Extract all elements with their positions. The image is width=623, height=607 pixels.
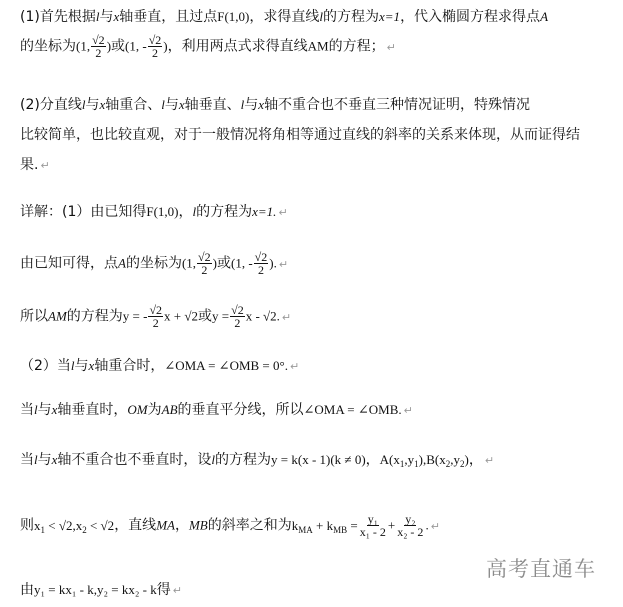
math-x: x (113, 9, 120, 24)
text: 与 (74, 358, 89, 374)
text: 轴垂直，且过点 (119, 9, 218, 25)
solution-line2 (20, 251, 288, 276)
math-ma: MA (156, 517, 175, 533)
math: ,y (450, 452, 460, 467)
return-mark-icon: ↵ (278, 257, 289, 271)
math-equation: x=1. (252, 204, 277, 219)
math-point-a: A (118, 255, 126, 271)
numerator: √2 (148, 33, 162, 47)
solution-line1 (20, 203, 288, 222)
solution-line6 (20, 451, 494, 473)
text: 详解：(1）由已知得 (20, 204, 147, 220)
math: ,y (404, 452, 415, 467)
math: + k (312, 517, 334, 533)
text: ，求得直线 (249, 9, 320, 25)
solution-line8 (20, 581, 182, 600)
text: 轴重合时， (94, 358, 165, 374)
denominator: 2 (152, 46, 158, 60)
text: ， (178, 204, 193, 220)
math-l: l (95, 9, 100, 24)
text: ，直线 (114, 517, 157, 534)
text: 与 (244, 97, 259, 113)
text: 的方程为 (66, 308, 123, 325)
text: 为 (147, 402, 162, 418)
math-x: x (99, 97, 106, 112)
math: x - √2. (245, 308, 280, 324)
solution-line7 (20, 513, 440, 539)
math-point-f: F(1,0) (217, 9, 250, 24)
numerator: √2 (149, 303, 163, 317)
numerator: √2 (254, 250, 268, 264)
subscript: 2 (445, 459, 451, 469)
math: (1, (76, 38, 91, 54)
return-mark-icon: ↵ (281, 310, 292, 324)
text: 或 (198, 308, 213, 325)
denominator: 2 (257, 263, 264, 277)
fraction (148, 34, 163, 59)
text: 的方程为 (215, 452, 272, 468)
text: (1)首先根据 (20, 9, 96, 25)
math-am: AM (307, 38, 329, 54)
subscript: 1 (414, 459, 419, 469)
math: k (291, 517, 299, 533)
math: ). (269, 255, 277, 271)
math-om: OM (127, 402, 148, 417)
math-ab: AB (161, 402, 178, 417)
fraction (359, 513, 387, 538)
text: 与 (85, 97, 100, 113)
math: x (34, 517, 41, 533)
subscript: 1 (40, 524, 45, 535)
math-mb: MB (188, 517, 208, 533)
math-inequality (34, 518, 114, 533)
math-x: x (51, 452, 58, 467)
text: 的垂直平分线，所以 (177, 402, 304, 418)
text: ，利用两点式求得直线 (167, 38, 308, 55)
math: (1, - (230, 255, 253, 271)
math: ) (464, 452, 469, 467)
math-l: l (70, 358, 75, 373)
math: ) (212, 255, 217, 271)
return-mark-icon: ↵ (40, 159, 50, 172)
return-mark-icon: ↵ (484, 454, 495, 467)
math: . (425, 517, 429, 533)
math-equation: y = k(x - 1)(k ≠ 0) (271, 452, 366, 467)
return-mark-icon: ↵ (278, 206, 288, 219)
fraction (254, 251, 269, 276)
math-x: x (88, 358, 95, 373)
solution-line5 (20, 401, 413, 420)
numerator: √2 (198, 250, 211, 264)
math-equation: y₁ = kx₁ - k,y₂ = kx₂ - k (34, 582, 157, 597)
text: 轴垂直时， (57, 402, 128, 418)
math: < √2,x (45, 517, 83, 533)
text: 轴不重合也不垂直时，设 (57, 452, 212, 468)
text: 当 (20, 452, 34, 468)
subscript: MB (333, 524, 348, 535)
text: 与 (37, 452, 52, 468)
return-mark-icon: ↵ (289, 360, 300, 373)
hint-part2-line1 (20, 96, 530, 114)
text: 与 (99, 9, 114, 25)
math-equation: ∠OMA = ∠OMB = 0°. (164, 358, 288, 373)
math-l: l (81, 97, 86, 112)
text: 所以 (20, 308, 48, 325)
watermark-text: 高考直通车 (486, 557, 596, 581)
math-am: AM (48, 308, 67, 324)
math: x + √2 (164, 308, 199, 324)
text: ， (365, 452, 380, 468)
hint-part1-line2 (20, 34, 396, 59)
return-mark-icon: ↵ (430, 519, 440, 533)
return-mark-icon: ↵ (172, 584, 182, 597)
math-x: x (258, 97, 265, 112)
math: ) (163, 38, 168, 54)
denominator: x₁ - 2 (359, 525, 386, 539)
math-l: l (211, 452, 216, 467)
numerator: y₂ (405, 512, 416, 526)
fraction (230, 304, 245, 329)
text: 轴不重合也不垂直三种情况证明，特殊情况 (264, 97, 531, 113)
text: 的方程为 (196, 204, 253, 220)
text: 的坐标为 (20, 38, 76, 55)
math-l: l (34, 402, 38, 417)
math-l: l (240, 97, 245, 112)
subscript: MA (298, 524, 313, 535)
fraction (91, 34, 106, 59)
text: 则 (20, 517, 34, 534)
text: 比较简单，也比较直观，对于一般情况将角相等通过直线的斜率的关系来体现，从而证得结 (20, 127, 580, 143)
math-point-a: A (540, 9, 549, 24)
text: 的坐标为 (125, 255, 182, 272)
math-slope-sum (292, 518, 358, 533)
numerator: √2 (231, 303, 244, 317)
return-mark-icon: ↵ (403, 404, 413, 417)
denominator: x₂ - 2 (397, 525, 424, 539)
text: （2）当 (20, 358, 71, 374)
hint-part2-line2 (20, 126, 580, 144)
text: ，代入椭圆方程求得点 (400, 9, 541, 25)
math-equation: x=1 (379, 9, 401, 24)
denominator: 2 (95, 46, 102, 60)
text: 由已知可得，点 (20, 255, 118, 272)
fraction (396, 513, 424, 538)
math-x: x (178, 97, 185, 112)
text: (2)分直线 (20, 97, 82, 113)
numerator: √2 (92, 33, 105, 47)
text: 得 (156, 582, 171, 598)
text: 由 (20, 582, 34, 598)
math-l: l (161, 97, 165, 112)
math: (1, (181, 255, 197, 271)
math: < √2 (86, 517, 115, 533)
text: ， (174, 517, 189, 534)
math: y = - (122, 308, 148, 324)
math-x: x (51, 402, 58, 417)
math: = (347, 517, 358, 533)
math: ) (106, 38, 112, 54)
denominator: 2 (234, 316, 241, 330)
denominator: 2 (201, 263, 208, 277)
hint-part2-line3 (20, 156, 50, 175)
math: (1, - (125, 38, 147, 54)
text: 或 (111, 38, 126, 55)
denominator: 2 (152, 316, 159, 330)
text: 当 (20, 402, 34, 418)
math-l: l (192, 204, 197, 219)
math-l: l (34, 452, 38, 467)
math: + (387, 517, 396, 533)
subscript: 2 (82, 524, 87, 535)
subscript: 2 (459, 459, 465, 469)
text: 轴垂直、 (184, 97, 241, 113)
text: 与 (37, 402, 52, 418)
text: 的方程为 (323, 9, 380, 25)
text: 的方程； (328, 38, 385, 55)
math: A(x (379, 452, 400, 467)
text: 的斜率之和为 (207, 517, 292, 534)
math-equation: ∠OMA = ∠OMB. (303, 402, 402, 417)
solution-line4 (20, 357, 299, 376)
solution-line3 (20, 304, 291, 329)
math: ),B(x (418, 452, 446, 467)
math: y = (212, 308, 230, 324)
numerator: y₁ (367, 512, 378, 526)
fraction (197, 251, 212, 276)
return-mark-icon: ↵ (386, 40, 396, 54)
math-point-f: F(1,0) (146, 204, 179, 219)
text: 或 (216, 255, 231, 272)
text: 轴重合、 (105, 97, 162, 113)
text: ， (468, 452, 483, 468)
subscript: 1 (399, 459, 405, 469)
text: 与 (164, 97, 179, 113)
math-l: l (319, 9, 324, 24)
math-points (380, 452, 469, 467)
fraction (148, 304, 163, 329)
hint-part1-line1 (20, 8, 548, 26)
text: 果. (20, 157, 39, 173)
